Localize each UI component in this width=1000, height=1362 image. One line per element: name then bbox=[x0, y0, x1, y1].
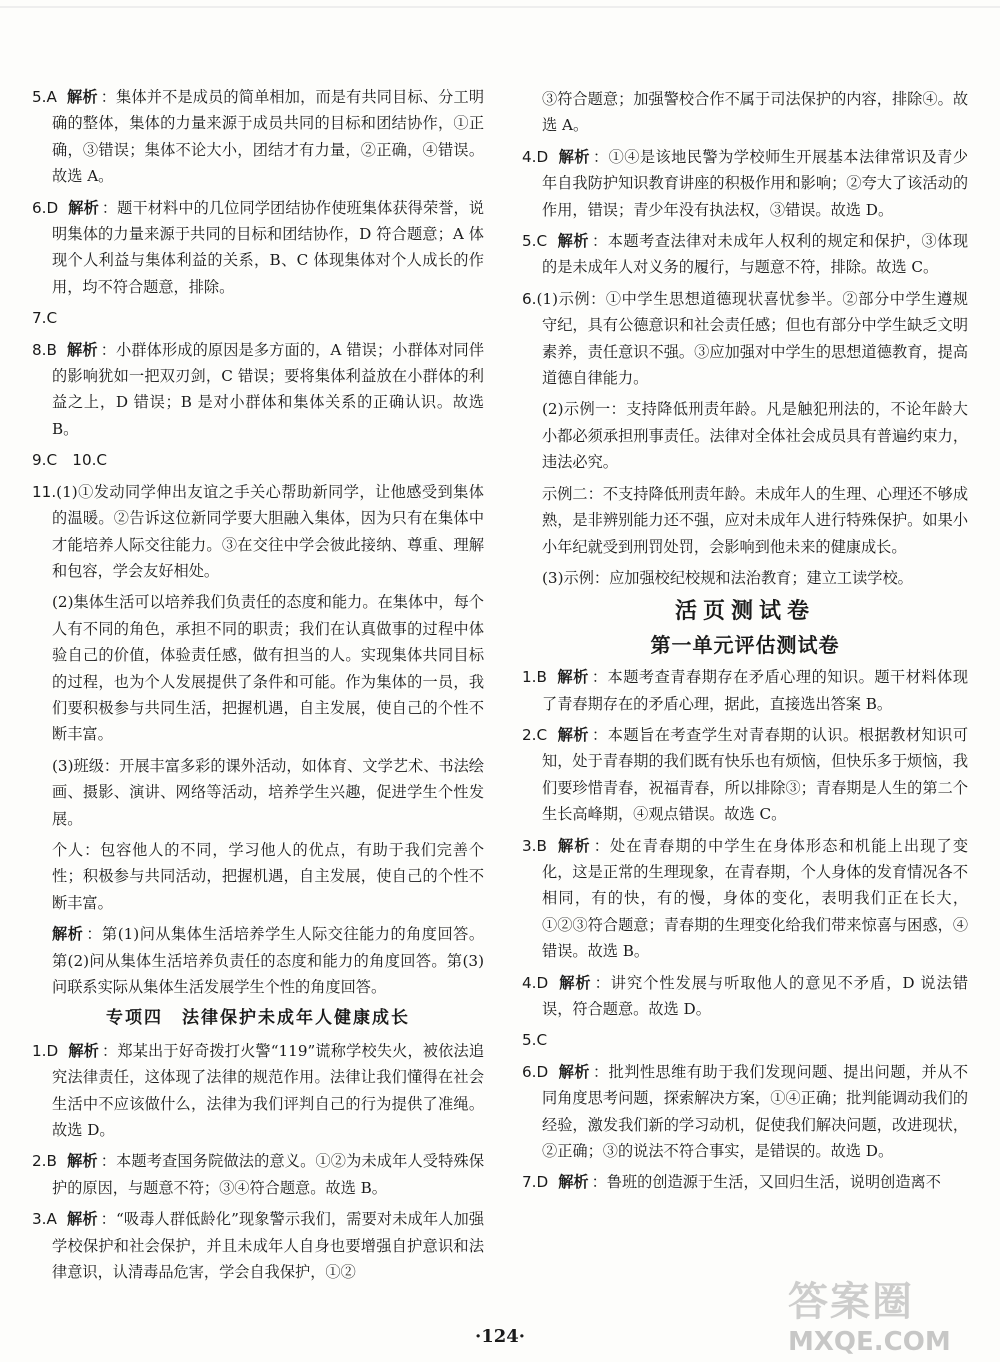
answer-text: ：题干材料中的几位同学团结协作使班集体获得荣誉，说明集体的力量来源于共同的目标和团结协作，D 符合题意；A 体现个人利益与集体利益的关系，B、C 体现集体对个人成长的作用，均不符合题意，排除。 bbox=[52, 198, 485, 296]
answer-number: 4.D bbox=[522, 973, 549, 992]
answer-item bbox=[522, 144, 968, 223]
answer-item bbox=[32, 1038, 484, 1144]
answer-text: (1)示例：①中学生思想道德现状喜忧参半。②部分中学生遵规守纪，具有公德意识和社会责任感；但也有部分中学生缺乏文明素养，责任意识不强。③应加强对中学生的思想道德教育，提高道德自律能力。 bbox=[536, 289, 968, 388]
section-heading: 第一单元评估测试卷 bbox=[650, 632, 840, 657]
analysis-tag: 解析 bbox=[557, 232, 589, 251]
answer-number: 1.D bbox=[32, 1041, 59, 1060]
text-paragraph: (2)示例一：支持降低刑责年龄。凡是触犯刑法的，不论年龄大小都必须承担刑事责任。法律对全体社会成员具有普遍约束力，违法必究。 bbox=[542, 400, 968, 472]
answer-number: 7.C bbox=[32, 309, 58, 328]
analysis-tag: 解析 bbox=[556, 836, 591, 855]
answer-item bbox=[522, 286, 968, 392]
analysis-tag: 解析 bbox=[558, 1062, 590, 1081]
answer-number: 3.B bbox=[522, 836, 547, 855]
answer-text: ：“吸毒人群低龄化”现象警示我们，需要对未成年人加强学校保护和社会保护，并且未成年人自身也要增强自护意识和法律意识，认清毒品危害，学会自我保护，①② bbox=[52, 1210, 485, 1282]
analysis-tag: 解析 bbox=[68, 1041, 100, 1060]
answer-item bbox=[522, 228, 968, 281]
watermark-url: MXQE.COM bbox=[788, 1327, 951, 1357]
answer-item bbox=[32, 337, 484, 443]
answer-number: 5.C bbox=[522, 1031, 548, 1050]
analysis-tag: 解析 bbox=[556, 668, 589, 687]
watermark-logo bbox=[788, 1270, 988, 1358]
analysis-tag: 解析 bbox=[66, 88, 98, 106]
answer-number: 6.D bbox=[32, 198, 59, 217]
answer-number: 8.B bbox=[32, 340, 57, 359]
answer-item bbox=[522, 833, 968, 965]
text-paragraph: (3)班级：开展丰富多彩的课外活动，如体育、文学艺术、书法绘画、摄影、演讲、网络等活动，培养学生兴趣，促进学生个性发展。 bbox=[52, 756, 484, 828]
answer-item bbox=[32, 1206, 484, 1285]
text-paragraph: 示例二：不支持降低刑责年龄。未成年人的生理、心理还不够成熟，是非辨别能力还不强，应对未成年人进行特殊保护。如果小小年纪就受到刑罚处罚，会影响到他未来的健康成长。 bbox=[542, 484, 968, 556]
text-paragraph: ③符合题意；加强警校合作不属于司法保护的内容，排除④。故选 A。 bbox=[542, 90, 968, 135]
answer-item bbox=[522, 1169, 968, 1195]
answer-number: 7.D bbox=[522, 1173, 549, 1192]
analysis-tag: 解析 bbox=[558, 973, 592, 992]
analysis-tag: 解析 bbox=[66, 1210, 98, 1229]
answer-item bbox=[522, 664, 968, 717]
answer-item bbox=[522, 1027, 968, 1053]
text-paragraph: (2)集体生活可以培养我们负责任的态度和能力。在集体中，每个人有不同的角色，承担不同的职责；我们在认真做事的过程中体验自己的价值，体验责任感，做有担当的人。实现集体共同目标的过程，也为个人发展提供了条件和可能。作为集体的一员，我们要积极参与共同生活，把握机遇，自主发展，使自己的个性不断丰富。 bbox=[52, 593, 484, 744]
answer-text: ：集体并不是成员的简单相加，而是有共同目标、分工明确的整体，集体的力量来源于成员共同的目标和团结协作，①正确，③错误；集体不论大小，团结才有力量，②正确，④错误。故选 A。 bbox=[52, 88, 485, 186]
analysis-tag: 解析 bbox=[557, 725, 589, 744]
answer-item bbox=[32, 1148, 484, 1201]
left-column bbox=[32, 84, 484, 1290]
answer-text: ：讲究个性发展与听取他人的意见不矛盾，D 说法错误，符合题意。故选 D。 bbox=[542, 973, 968, 1018]
analysis-tag: 解析 bbox=[558, 147, 590, 166]
section-heading: 活页测试卷 bbox=[674, 599, 815, 625]
answer-number: 2.C bbox=[522, 725, 548, 744]
watermark-logo-text: 答案圈 bbox=[788, 1279, 914, 1325]
answer-item bbox=[522, 722, 968, 828]
answer-item bbox=[32, 305, 484, 331]
answer-number: 1.B bbox=[522, 668, 547, 687]
analysis-paragraph bbox=[32, 921, 484, 1000]
answer-number: 5.A bbox=[32, 88, 57, 106]
page-number: ·124· bbox=[474, 1326, 526, 1347]
answer-number: 6.D bbox=[522, 1062, 549, 1081]
top-edge-line bbox=[0, 6, 1000, 8]
answer-item bbox=[522, 1059, 968, 1165]
answer-text: ：本题考查法律对未成年人权利的规定和保护，③体现的是未成年人对义务的履行，与题意不符，排除。故选 C。 bbox=[542, 232, 969, 277]
answer-number: 2.B bbox=[32, 1152, 57, 1171]
answer-text: ：本题旨在考查学生对青春期的认识。根据教材知识可知，处于青春期的我们既有快乐也有烦恼，但快乐多于烦恼，我们要珍惜青春，祝福青春，所以排除③；青春期是人生的第二个生长高峰期，④观点错误。故选 C。 bbox=[542, 725, 969, 824]
answer-text: ：小群体形成的原因是多方面的，A 错误；小群体对同伴的影响犹如一把双刃剑，C 错误；要将集体利益放在小群体的利益之上，D 错误；B 是对小群体和集体关系的正确认识。故选 B。 bbox=[52, 340, 485, 438]
answer-number: 3.A bbox=[32, 1210, 57, 1229]
answer-text: ：鲁班的创造源于生活，又回归生活，说明创造离不 bbox=[591, 1173, 941, 1192]
answer-item bbox=[32, 195, 484, 301]
analysis-text: ：第(1)问从集体生活培养学生人际交往能力的角度回答。第(2)问从集体生活培养负责任的态度和能力的角度回答。第(3)问联系实际从集体生活发展学生个性的角度回答。 bbox=[52, 925, 485, 996]
answer-number: 4.D bbox=[522, 147, 549, 166]
right-column bbox=[522, 86, 968, 1201]
analysis-tag: 解析 bbox=[66, 340, 98, 359]
analysis-tag: 解析 bbox=[52, 925, 84, 944]
answer-number: 9.C 10.C bbox=[32, 451, 108, 470]
answer-number: 6. bbox=[522, 289, 537, 308]
section-heading: 专项四 法律保护未成年人健康成长 bbox=[106, 1008, 410, 1029]
answer-item bbox=[522, 970, 968, 1023]
answer-text: (1)①发动同学伸出友谊之手关心帮助新同学，让他感受到集体的温暖。②告诉这位新同学要大胆融入集体，因为只有在集体中才能培养人际交往能力。③在交往中学会彼此接纳、尊重、理解和包容，学会友好相处。 bbox=[52, 482, 484, 580]
analysis-tag: 解析 bbox=[66, 1152, 98, 1171]
answer-item bbox=[32, 479, 484, 585]
answer-number: 11. bbox=[32, 482, 57, 501]
answer-text: ：处在青春期的中学生在身体形态和机能上出现了变化，这是正常的生理现象，在青春期，个人身体的发育情况各不相同，有的快，有的慢，身体的变化，表明我们正在长大，①②③符合题意；青春期的生理变化给我们带来惊喜与困惑，④错误。故选 B。 bbox=[542, 836, 969, 961]
answer-item bbox=[32, 84, 484, 190]
text-paragraph: 个人：包容他人的不同，学习他人的优点，有助于我们完善个性；积极参与共同活动，把握机遇，自主发展，使自己的个性不断丰富。 bbox=[52, 840, 484, 912]
analysis-tag: 解析 bbox=[558, 1173, 589, 1192]
text-paragraph: (3)示例：应加强校纪校规和法治教育；建立工读学校。 bbox=[542, 568, 913, 587]
analysis-tag: 解析 bbox=[68, 198, 99, 217]
answer-item bbox=[32, 447, 484, 473]
answer-number: 5.C bbox=[522, 232, 548, 251]
answer-text: ：本题考查青春期存在矛盾心理的知识。题干材料体现了青春期存在的矛盾心理，据此，直接选出答案 B。 bbox=[542, 668, 969, 713]
answer-text: ：郑某出于好奇拨打火警“119”谎称学校失火，被依法追究法律责任，这体现了法律的规范作用。法律让我们懂得在社会生活中不应该做什么，法律为我们评判自己的行为提供了准绳。故选 D。 bbox=[52, 1041, 485, 1140]
answer-text: ：批判性思维有助于我们发现问题、提出问题，并从不同角度思考问题，探索解决方案，①④正确；批判能调动我们的经验，激发我们新的学习动机，促使我们解决问题，改进现状，②正确；③的说法不符合事实，是错误的。故选 D。 bbox=[542, 1062, 969, 1161]
answer-text: ：本题考查国务院做法的意义。①②为未成年人受特殊保护的原因，与题意不符；③④符合题意。故选 B。 bbox=[52, 1152, 485, 1197]
answer-text: ：①④是该地民警为学校师生开展基本法律常识及青少年自我防护知识教育讲座的积极作用和影响；②夸大了该活动的作用，错误；青少年没有执法权，③错误。故选 D。 bbox=[542, 147, 969, 219]
